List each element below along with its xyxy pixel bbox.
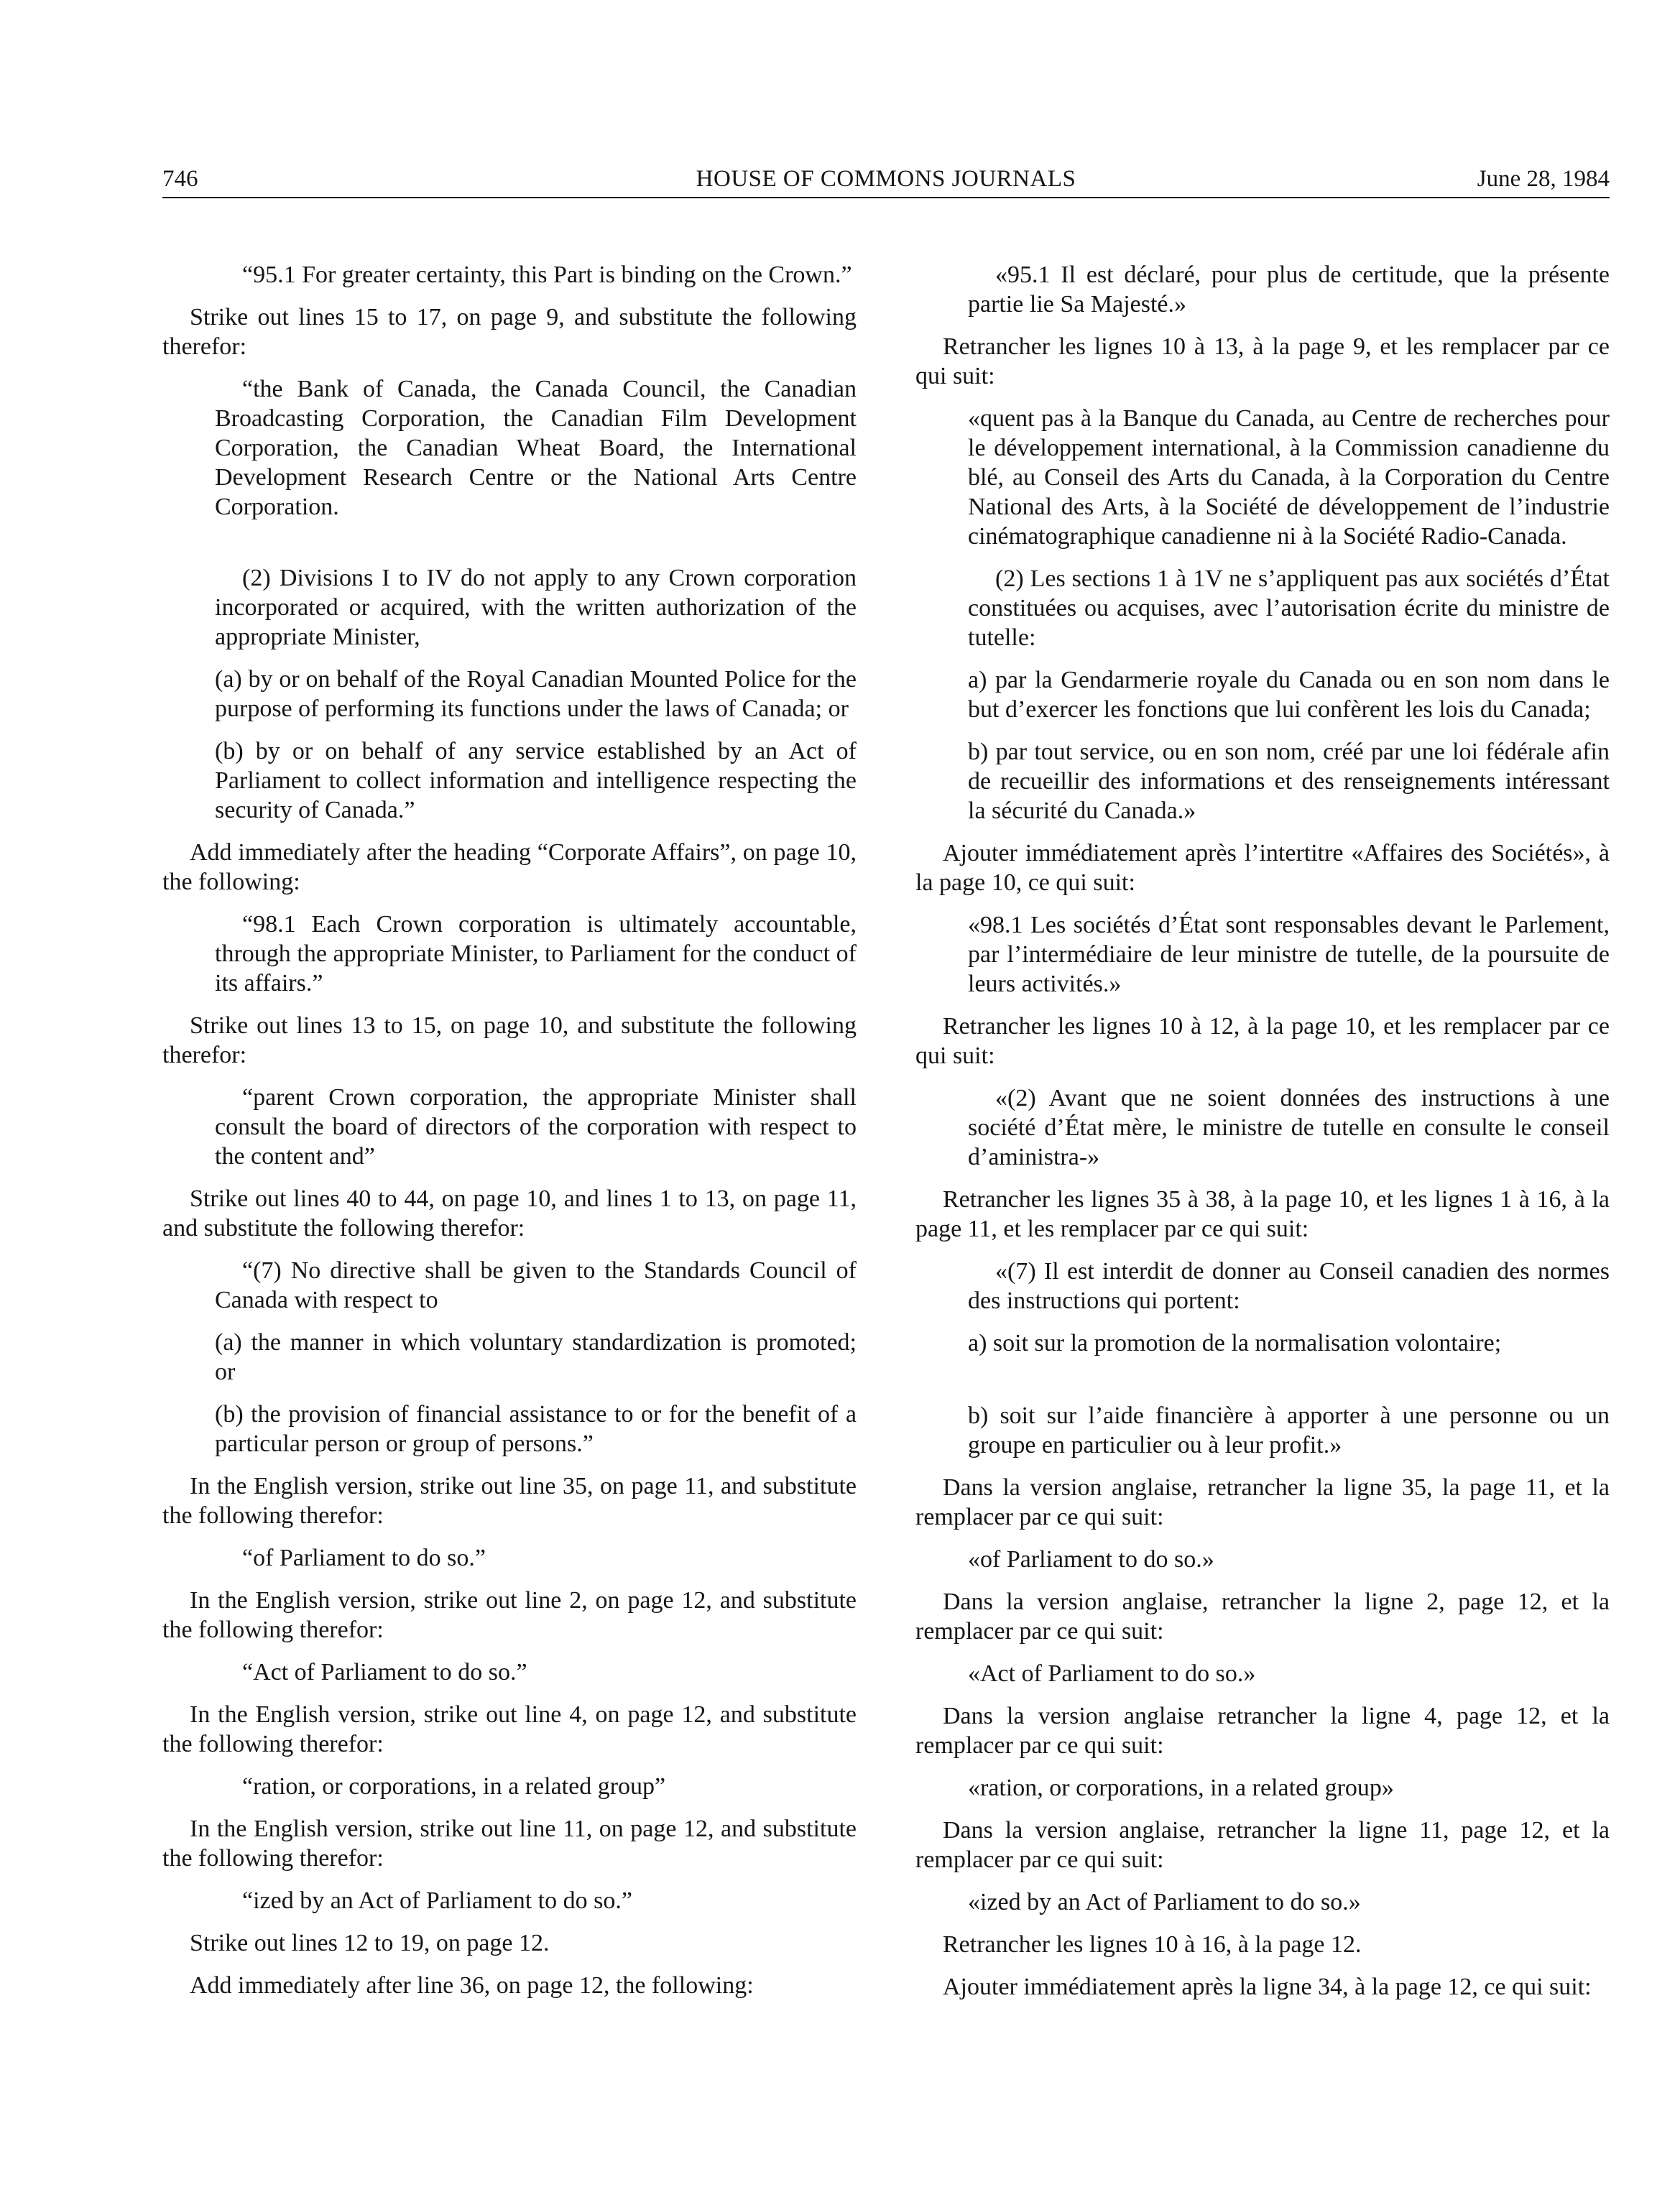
english-column — [162, 260, 857, 2013]
en-instruction: In the English version, strike out line 4, on page 12, and substitute the following therefor: — [162, 1701, 857, 1757]
en-paragraph: “95.1 For greater certainty, this Part is binding on the Crown.” — [242, 262, 852, 288]
journal-title: HOUSE OF COMMONS JOURNALS — [696, 166, 1076, 192]
en-paragraph: “Act of Parliament to do so.” — [242, 1659, 527, 1686]
page-header — [162, 162, 1610, 195]
en-paragraph: “ration, or corporations, in a related group” — [242, 1773, 666, 1800]
fr-instruction: Ajouter immédiatement après l’intertitre «Affaires des Sociétés», à la page 10, ce qui suit: — [915, 840, 1610, 896]
fr-paragraph: «(2) Avant que ne soient données des instructions à une société d’État mère, le ministre de tutelle en consulte le conseil d’aministra-» — [968, 1085, 1610, 1170]
en-instruction: Add immediately after the heading “Corporate Affairs”, on page 10, the following: — [162, 839, 857, 895]
fr-paragraph: «of Parliament to do so.» — [968, 1546, 1214, 1573]
en-paragraph: “(7) No directive shall be given to the Standards Council of Canada with respect to — [215, 1257, 857, 1313]
en-instruction: In the English version, strike out line 11, on page 12, and substitute the following therefor: — [162, 1816, 857, 1872]
fr-paragraph: «Act of Parliament to do so.» — [968, 1660, 1256, 1687]
en-instruction: Strike out lines 15 to 17, on page 9, and substitute the following therefor: — [162, 304, 857, 360]
french-column — [915, 260, 1610, 2015]
fr-instruction: Retrancher les lignes 10 à 13, à la page 9, et les remplacer par ce qui suit: — [915, 333, 1610, 389]
en-paragraph: (b) by or on behalf of any service established by an Act of Parliament to collect information and intelligence respecting the security of Canada.” — [215, 738, 857, 823]
en-paragraph: “ized by an Act of Parliament to do so.” — [242, 1887, 632, 1914]
fr-paragraph: «ized by an Act of Parliament to do so.» — [968, 1889, 1361, 1915]
en-paragraph: “98.1 Each Crown corporation is ultimately accountable, through the appropriate Minister, to Parliament for the conduct of its affairs.” — [215, 911, 857, 997]
fr-instruction: Dans la version anglaise retrancher la ligne 4, page 12, et la remplacer par ce qui suit: — [915, 1703, 1610, 1759]
en-instruction: Strike out lines 12 to 19, on page 12. — [190, 1930, 550, 1956]
fr-instruction: Retrancher les lignes 35 à 38, à la page 10, et les lignes 1 à 16, à la page 11, et les remplacer par ce qui suit: — [915, 1186, 1610, 1242]
en-instruction: Add immediately after line 36, on page 12, the following: — [190, 1972, 754, 1999]
en-paragraph: (a) the manner in which voluntary standardization is promoted; or — [215, 1329, 857, 1385]
fr-instruction: Dans la version anglaise, retrancher la ligne 2, page 12, et la remplacer par ce qui suit: — [915, 1589, 1610, 1645]
journal-date: June 28, 1984 — [1477, 166, 1610, 192]
fr-instruction: Retrancher les lignes 10 à 16, à la page 12. — [943, 1931, 1362, 1958]
en-instruction: In the English version, strike out line 35, on page 11, and substitute the following therefor: — [162, 1473, 857, 1529]
fr-paragraph: a) soit sur la promotion de la normalisation volontaire; — [968, 1330, 1502, 1356]
fr-instruction: Dans la version anglaise, retrancher la ligne 35, la page 11, et la remplacer par ce qui suit: — [915, 1474, 1610, 1530]
fr-instruction: Dans la version anglaise, retrancher la ligne 11, page 12, et la remplacer par ce qui suit: — [915, 1817, 1610, 1873]
en-instruction: In the English version, strike out line 2, on page 12, and substitute the following therefor: — [162, 1587, 857, 1643]
en-instruction: Strike out lines 40 to 44, on page 10, and lines 1 to 13, on page 11, and substitute the following therefor: — [162, 1185, 857, 1242]
en-paragraph: “the Bank of Canada, the Canada Council, the Canadian Broadcasting Corporation, the Canadian Film Development Corporation, the Canadian Wheat Board, the International Development Research Centre or the National Arts Centre Corporation. — [215, 376, 857, 520]
en-paragraph: “parent Crown corporation, the appropriate Minister shall consult the board of directors of the corporation with respect to the content and” — [215, 1084, 857, 1170]
header-rule — [162, 197, 1610, 198]
fr-instruction: Retrancher les lignes 10 à 12, à la page 10, et les remplacer par ce qui suit: — [915, 1013, 1610, 1069]
fr-paragraph: «(7) Il est interdit de donner au Conseil canadien des normes des instructions qui portent: — [968, 1258, 1610, 1314]
en-paragraph: “of Parliament to do so.” — [242, 1545, 486, 1571]
page-number: 746 — [162, 166, 198, 192]
fr-paragraph: a) par la Gendarmerie royale du Canada ou en son nom dans le but d’exercer les fonctions que lui confèrent les lois du Canada; — [968, 667, 1610, 723]
fr-paragraph: «quent pas à la Banque du Canada, au Centre de recherches pour le développement international, à la Commission canadienne du blé, au Conseil des Arts du Canada, à la Corporation du Centre National des Arts, à la Société de développement de l’industrie cinématographique canadienne ni à la Société Radio-Canada. — [968, 405, 1610, 550]
fr-paragraph: «ration, or corporations, in a related group» — [968, 1775, 1394, 1801]
fr-paragraph: «98.1 Les sociétés d’État sont responsables devant le Parlement, par l’intermédiaire de leur ministre de tutelle, de la poursuite de leurs activités.» — [968, 912, 1610, 997]
en-paragraph: (2) Divisions I to IV do not apply to any Crown corporation incorporated or acquired, with the written authorization of the appropriate Minister, — [215, 565, 857, 650]
fr-paragraph: (2) Les sections 1 à 1V ne s’appliquent pas aux sociétés d’État constituées ou acquises, avec l’autorisation écrite du ministre de tutelle: — [968, 565, 1610, 651]
en-paragraph: (a) by or on behalf of the Royal Canadian Mounted Police for the purpose of performing its functions under the laws of Canada; or — [215, 666, 857, 722]
fr-paragraph: «95.1 Il est déclaré, pour plus de certitude, que la présente partie lie Sa Majesté.» — [968, 262, 1610, 318]
fr-paragraph: b) soit sur l’aide financière à apporter à une personne ou un groupe en particulier ou à leur profit.» — [968, 1402, 1610, 1458]
fr-instruction: Ajouter immédiatement après la ligne 34, à la page 12, ce qui suit: — [943, 1974, 1592, 2000]
fr-paragraph: b) par tout service, ou en son nom, créé par une loi fédérale afin de recueillir des informations et des renseignements intéressant la sécurité du Canada.» — [968, 739, 1610, 824]
en-instruction: Strike out lines 13 to 15, on page 10, and substitute the following therefor: — [162, 1012, 857, 1068]
en-paragraph: (b) the provision of financial assistance to or for the benefit of a particular person or group of persons.” — [215, 1401, 857, 1457]
